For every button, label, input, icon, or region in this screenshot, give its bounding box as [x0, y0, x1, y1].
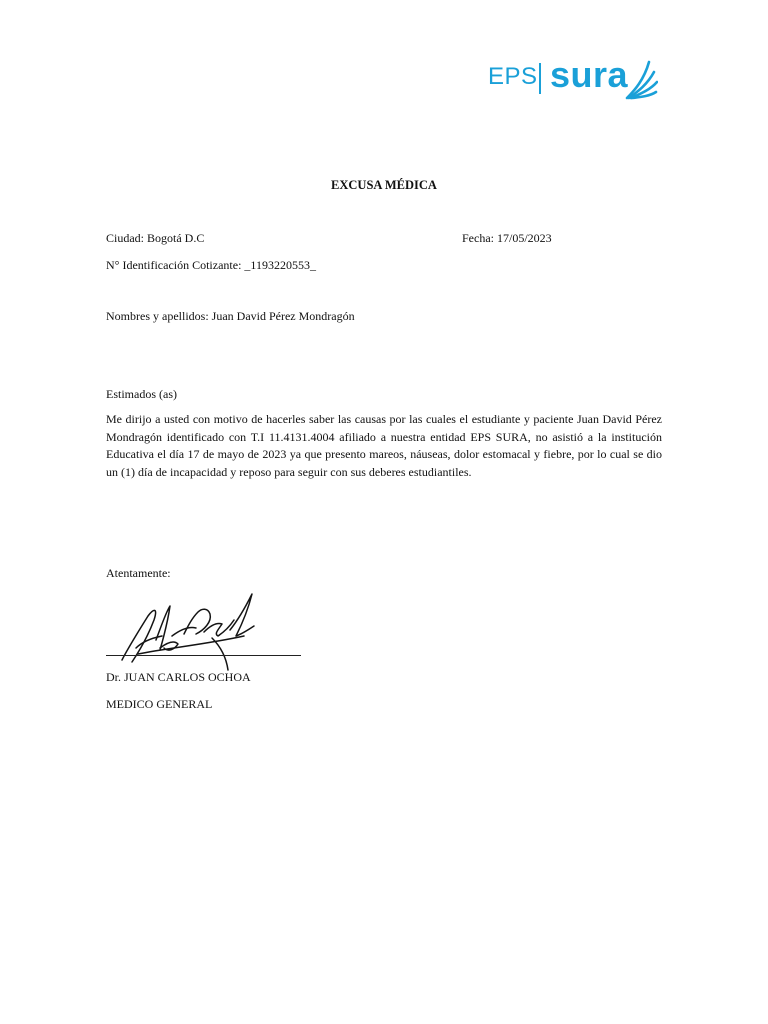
nombres-line: Nombres y apellidos: Juan David Pérez Mondragón [106, 309, 355, 323]
fecha-line: Fecha: 17/05/2023 [462, 231, 552, 245]
signer-name: Dr. JUAN CARLOS OCHOA [106, 670, 251, 684]
signer-title: MEDICO GENERAL [106, 697, 213, 711]
closing: Atentamente: [106, 566, 171, 580]
logo-eps-text: EPS [488, 63, 538, 90]
wing-icon [624, 58, 658, 102]
ciudad-line: Ciudad: Bogotá D.C [106, 231, 205, 245]
body-paragraph: Me dirijo a usted con motivo de hacerles saber las causas por las cuales el estudiante y paciente Juan David Pérez Mondragón identificado con T.I 11.4131.4004 afiliado a nuestra entidad EPS SURA, no asistió a la institución Educativa el día 17 de mayo de 2023 ya que presento mareos, náuseas, dolor estomacal y fiebre, por lo cual se dio un (1) día de incapacidad y reposo para seguir con sus deberes estudiantiles. [106, 412, 662, 479]
signature-line [106, 655, 301, 656]
identificacion-line: N° Identificación Cotizante: _1193220553_ [106, 258, 316, 272]
logo-divider [539, 63, 541, 94]
eps-sura-logo [486, 56, 662, 102]
document-title: EXCUSA MÉDICA [331, 178, 437, 192]
greeting: Estimados (as) [106, 387, 177, 401]
logo-sura-text: sura [550, 54, 629, 95]
signature-drawing [118, 590, 266, 674]
